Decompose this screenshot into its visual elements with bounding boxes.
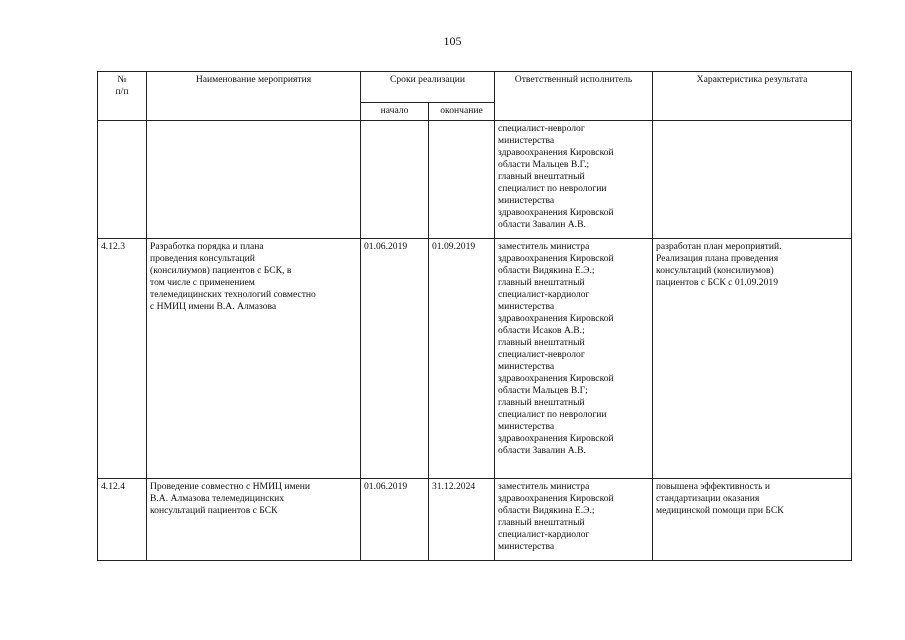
row-num bbox=[98, 121, 147, 239]
header-terms: Сроки реализации bbox=[361, 72, 495, 103]
row-start: 01.06.2019 bbox=[361, 479, 429, 561]
row-result: повышена эффективность и стандартизации оказания медицинской помощи при БСК bbox=[653, 479, 852, 561]
row-name: Разработка порядка и плана проведения консультаций (консилиумов) пациентов с БСК, в том числе с применением телемедицинских технологий совместно с НМИЦ имени В.А. Алмазова bbox=[147, 239, 361, 479]
table-row bbox=[98, 239, 852, 479]
row-start bbox=[361, 121, 429, 239]
header-start: начало bbox=[361, 103, 429, 121]
row-end: 31.12.2024 bbox=[429, 479, 495, 561]
row-result: разработан план мероприятий. Реализация плана проведения консультаций (консилиумов) пациентов с БСК с 01.09.2019 bbox=[653, 239, 852, 479]
header-name: Наименование мероприятия bbox=[147, 72, 361, 121]
row-responsible: заместитель министра здравоохранения Кировской области Видякина Е.Э.; главный внештатный специалист-кардиолог министерства здравоохранения Кировской области Исаков А.В.; главный внештатный специалист-невролог министерства здравоохранения Кировской области Мальцев В.Г; главный внештатный специалист по неврологии министерства здравоохранения Кировской области Завалин А.В. bbox=[495, 239, 653, 479]
row-name: Проведение совместно с НМИЦ имени В.А. Алмазова телемедицинских консультаций пациентов с БСК bbox=[147, 479, 361, 561]
table-row bbox=[98, 479, 852, 561]
row-end: 01.09.2019 bbox=[429, 239, 495, 479]
row-responsible: заместитель министра здравоохранения Кировской области Видякина Е.Э.; главный внештатный специалист-кардиолог министерства bbox=[495, 479, 653, 561]
row-start: 01.06.2019 bbox=[361, 239, 429, 479]
measures-table bbox=[97, 71, 852, 561]
header-num: № п/п bbox=[98, 72, 147, 121]
table-header-row bbox=[98, 72, 852, 103]
row-name bbox=[147, 121, 361, 239]
header-responsible: Ответственный исполнитель bbox=[495, 72, 653, 121]
header-result: Характеристика результата bbox=[653, 72, 852, 121]
row-end bbox=[429, 121, 495, 239]
table-row bbox=[98, 121, 852, 239]
row-num: 4.12.3 bbox=[98, 239, 147, 479]
page-number: 105 bbox=[443, 34, 462, 48]
row-result bbox=[653, 121, 852, 239]
header-end: окончание bbox=[429, 103, 495, 121]
row-responsible: специалист-невролог министерства здравоохранения Кировской области Мальцев В.Г.; главный внештатный специалист по неврологии министерства здравоохранения Кировской области Завалин А.В. bbox=[495, 121, 653, 239]
row-num: 4.12.4 bbox=[98, 479, 147, 561]
